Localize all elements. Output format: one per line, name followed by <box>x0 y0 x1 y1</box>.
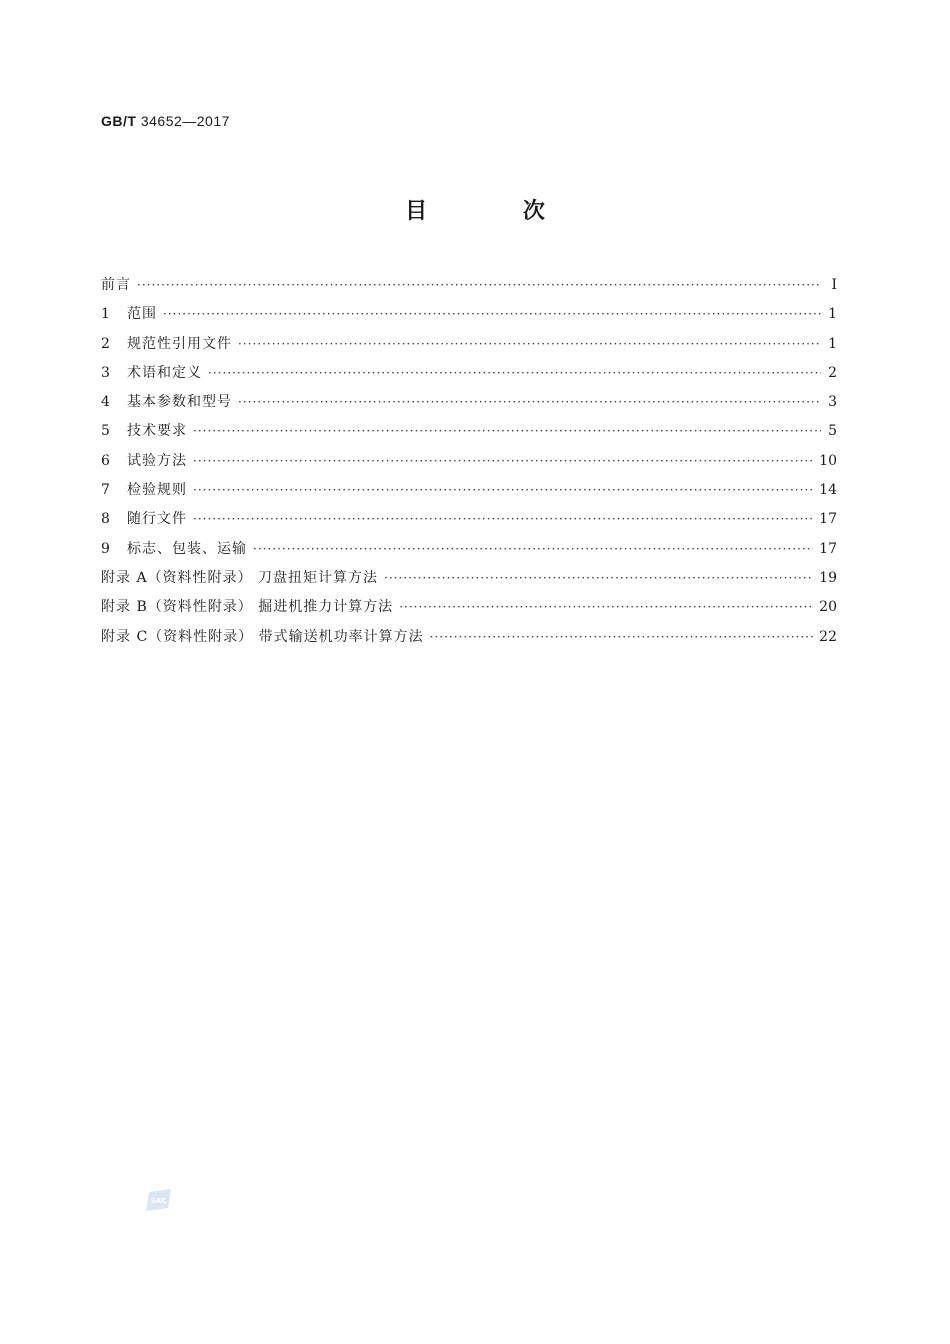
toc-entry-page: 1 <box>828 335 837 352</box>
toc-entry-page: 5 <box>828 423 837 440</box>
toc-entry-page: 1 <box>828 306 837 323</box>
toc-dot-leader <box>238 330 821 359</box>
toc-entry-page: 3 <box>828 394 837 411</box>
toc-entry[interactable] <box>101 535 837 564</box>
toc-entry[interactable] <box>101 447 837 476</box>
toc-entry-label: 技术要求 <box>127 423 187 440</box>
toc-entry-label: 规范性引用文件 <box>127 335 232 352</box>
toc-dot-leader <box>253 535 813 564</box>
toc-entry-label: 随行文件 <box>127 511 187 528</box>
toc-entry[interactable] <box>101 623 837 652</box>
toc-entry-number: 5 <box>101 423 110 440</box>
toc-dot-leader <box>193 505 813 534</box>
standard-code-prefix: GB/T <box>101 113 137 129</box>
toc-entry-label: 试验方法 <box>127 452 187 469</box>
toc-entry[interactable] <box>101 593 837 622</box>
toc-entry[interactable] <box>101 330 837 359</box>
toc-entry[interactable] <box>101 271 837 300</box>
toc-entry-label: 术语和定义 <box>127 364 202 381</box>
sac-watermark-text: SAC <box>150 1197 167 1205</box>
toc-dot-leader <box>430 623 814 652</box>
toc-entry[interactable] <box>101 476 837 505</box>
toc-entry-page: 14 <box>819 482 837 499</box>
standard-code <box>101 113 230 129</box>
sac-watermark-icon <box>146 1188 171 1212</box>
toc-entry-label: 基本参数和型号 <box>127 394 232 411</box>
toc-entry-number: 4 <box>101 394 110 411</box>
toc-entry-page: 17 <box>819 511 837 528</box>
toc-entry[interactable] <box>101 564 837 593</box>
toc-entry-label: 检验规则 <box>127 482 187 499</box>
toc-title: 目 次 <box>405 199 589 224</box>
toc-entry-label: 标志、包装、运输 <box>127 540 247 557</box>
toc-entry-page: 10 <box>819 452 837 469</box>
toc-entry[interactable] <box>101 388 837 417</box>
toc-dot-leader <box>399 593 813 622</box>
toc-dot-leader <box>163 300 821 329</box>
toc-dot-leader <box>193 447 813 476</box>
standard-code-number: 34652—2017 <box>140 113 230 129</box>
toc-entry-number: 1 <box>101 306 110 323</box>
table-of-contents <box>101 271 837 652</box>
toc-entry-page: 20 <box>819 599 837 616</box>
toc-dot-leader <box>238 388 821 417</box>
toc-entry-page: 2 <box>828 364 837 381</box>
toc-entry-label: 前言 <box>101 277 131 293</box>
toc-dot-leader <box>137 271 821 300</box>
toc-entry-number: 9 <box>101 540 110 557</box>
toc-dot-leader <box>193 476 813 505</box>
toc-dot-leader <box>193 417 821 446</box>
toc-entry-label: 范围 <box>127 306 157 323</box>
toc-entry-page: 17 <box>819 540 837 557</box>
toc-entry-number: 8 <box>101 511 110 528</box>
toc-dot-leader <box>384 564 813 593</box>
toc-dot-leader <box>208 359 821 388</box>
toc-entry-label: 附录 B（资料性附录） 掘进机推力计算方法 <box>101 599 394 616</box>
toc-entry-number: 3 <box>101 364 110 381</box>
toc-entry[interactable] <box>101 300 837 329</box>
toc-entry-page: 19 <box>819 569 837 586</box>
toc-entry[interactable] <box>101 359 837 388</box>
toc-entry-label: 附录 A（资料性附录） 刀盘扭矩计算方法 <box>101 569 379 586</box>
toc-entry-number: 6 <box>101 452 110 469</box>
toc-entry-label: 附录 C（资料性附录） 带式输送机功率计算方法 <box>101 628 424 645</box>
toc-entry-page: Ⅰ <box>831 277 837 293</box>
toc-entry-number: 7 <box>101 482 110 499</box>
toc-entry[interactable] <box>101 505 837 534</box>
toc-entry[interactable] <box>101 417 837 446</box>
toc-entry-page: 22 <box>819 628 837 645</box>
toc-entry-number: 2 <box>101 335 110 352</box>
